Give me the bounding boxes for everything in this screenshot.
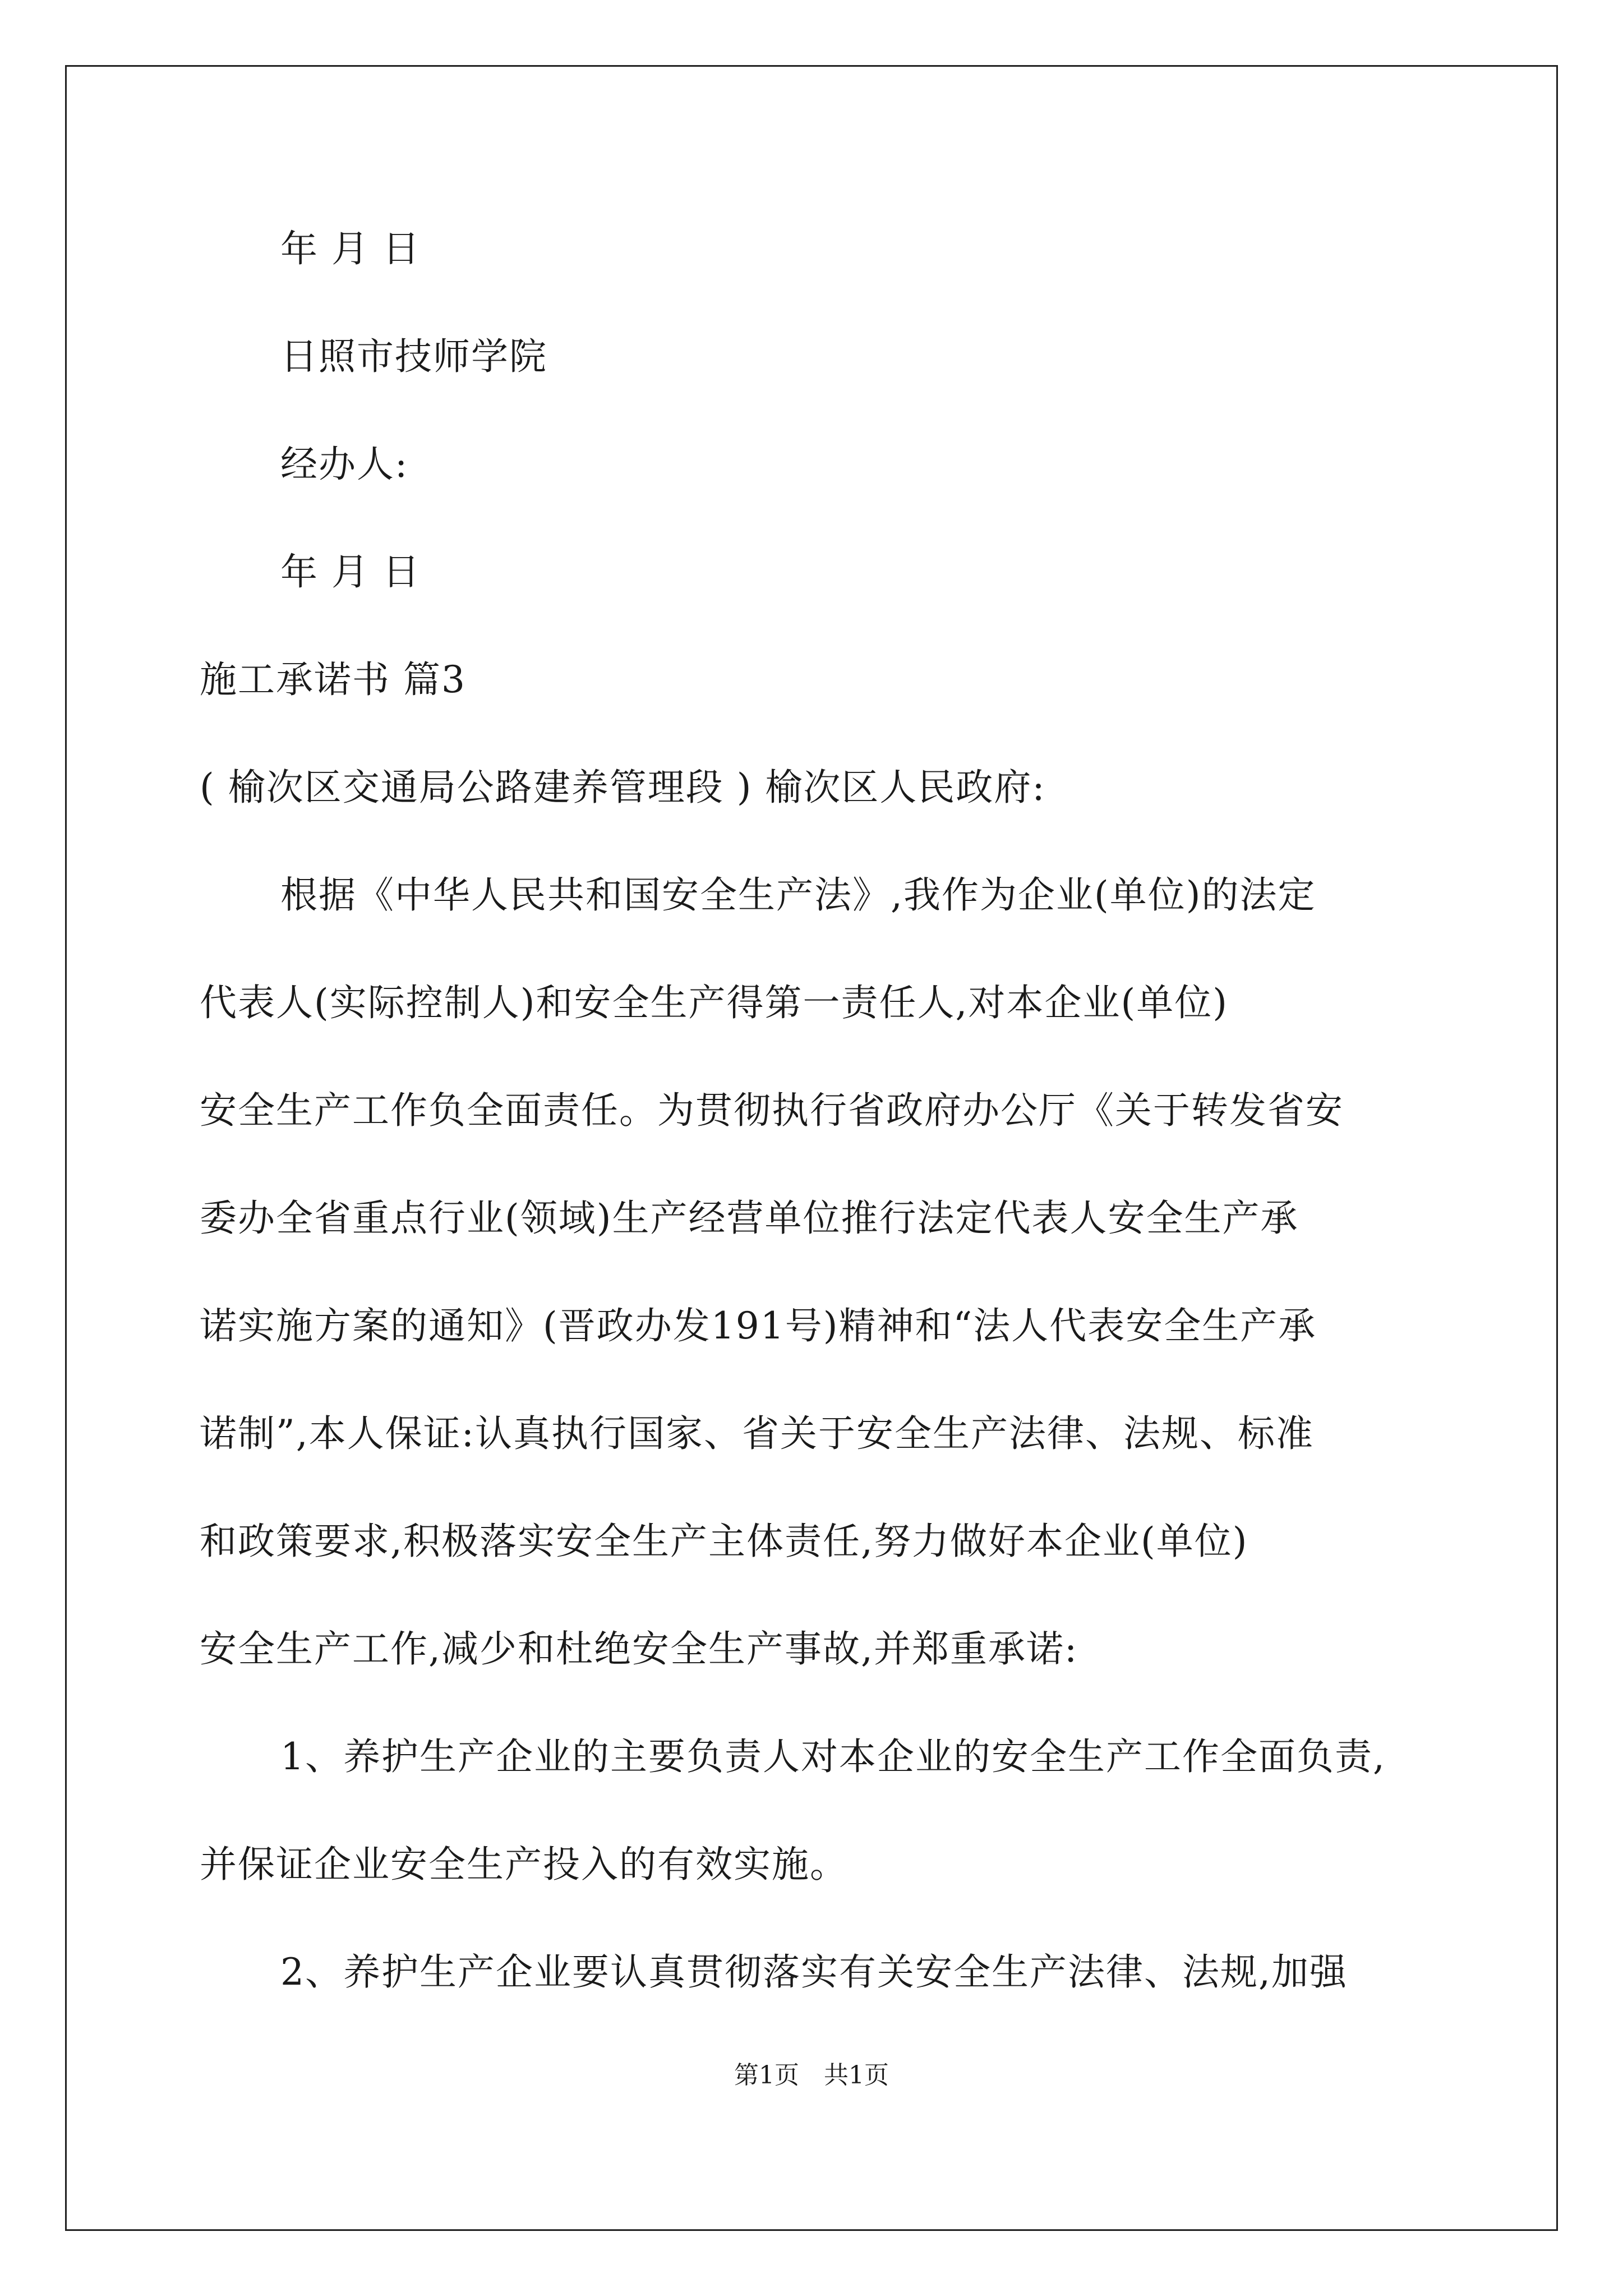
paragraph-line: 根据《中华人民共和国安全生产法》,我作为企业(单位)的法定 [280, 873, 1316, 917]
list-item-line: 1、养护生产企业的主要负责人对本企业的安全生产工作全面负责, [280, 1735, 1386, 1778]
paragraph-line: 诺实施方案的通知》(晋政办发191号)精神和“法人代表安全生产承 [200, 1304, 1317, 1347]
paragraph-line: 和政策要求,积极落实安全生产主体责任,努力做好本企业(单位) [200, 1520, 1248, 1563]
section-heading: 施工承诺书 篇3 [200, 658, 466, 701]
paragraph-line: 代表人(实际控制人)和安全生产得第一责任人,对本企业(单位) [200, 981, 1228, 1024]
paragraph-line: 安全生产工作,减少和杜绝安全生产事故,并郑重承诺: [200, 1627, 1078, 1671]
date-line: 年 月 日 [280, 550, 421, 593]
paragraph-line: 安全生产工作负全面责任。为贯彻执行省政府办公厅《关于转发省安 [200, 1089, 1344, 1132]
paragraph-line: 诺制”,本人保证:认真执行国家、省关于安全生产法律、法规、标准 [200, 1412, 1314, 1455]
page-border [65, 65, 1558, 2231]
page-footer [0, 2060, 1623, 2091]
addressee-line: ( 榆次区交通局公路建养管理段 ) 榆次区人民政府: [200, 766, 1046, 809]
date-line: 年 月 日 [280, 227, 421, 270]
list-item-line: 并保证企业安全生产投入的有效实施。 [200, 1843, 848, 1886]
list-item-line: 2、养护生产企业要认真贯彻落实有关安全生产法律、法规,加强 [280, 1950, 1348, 1994]
agent-label: 经办人: [280, 443, 409, 486]
school-name: 日照市技师学院 [280, 335, 547, 378]
page-number: 第1页 [734, 2061, 799, 2090]
paragraph-line: 委办全省重点行业(领域)生产经营单位推行法定代表人安全生产承 [200, 1197, 1299, 1240]
page-total: 共1页 [824, 2061, 889, 2090]
